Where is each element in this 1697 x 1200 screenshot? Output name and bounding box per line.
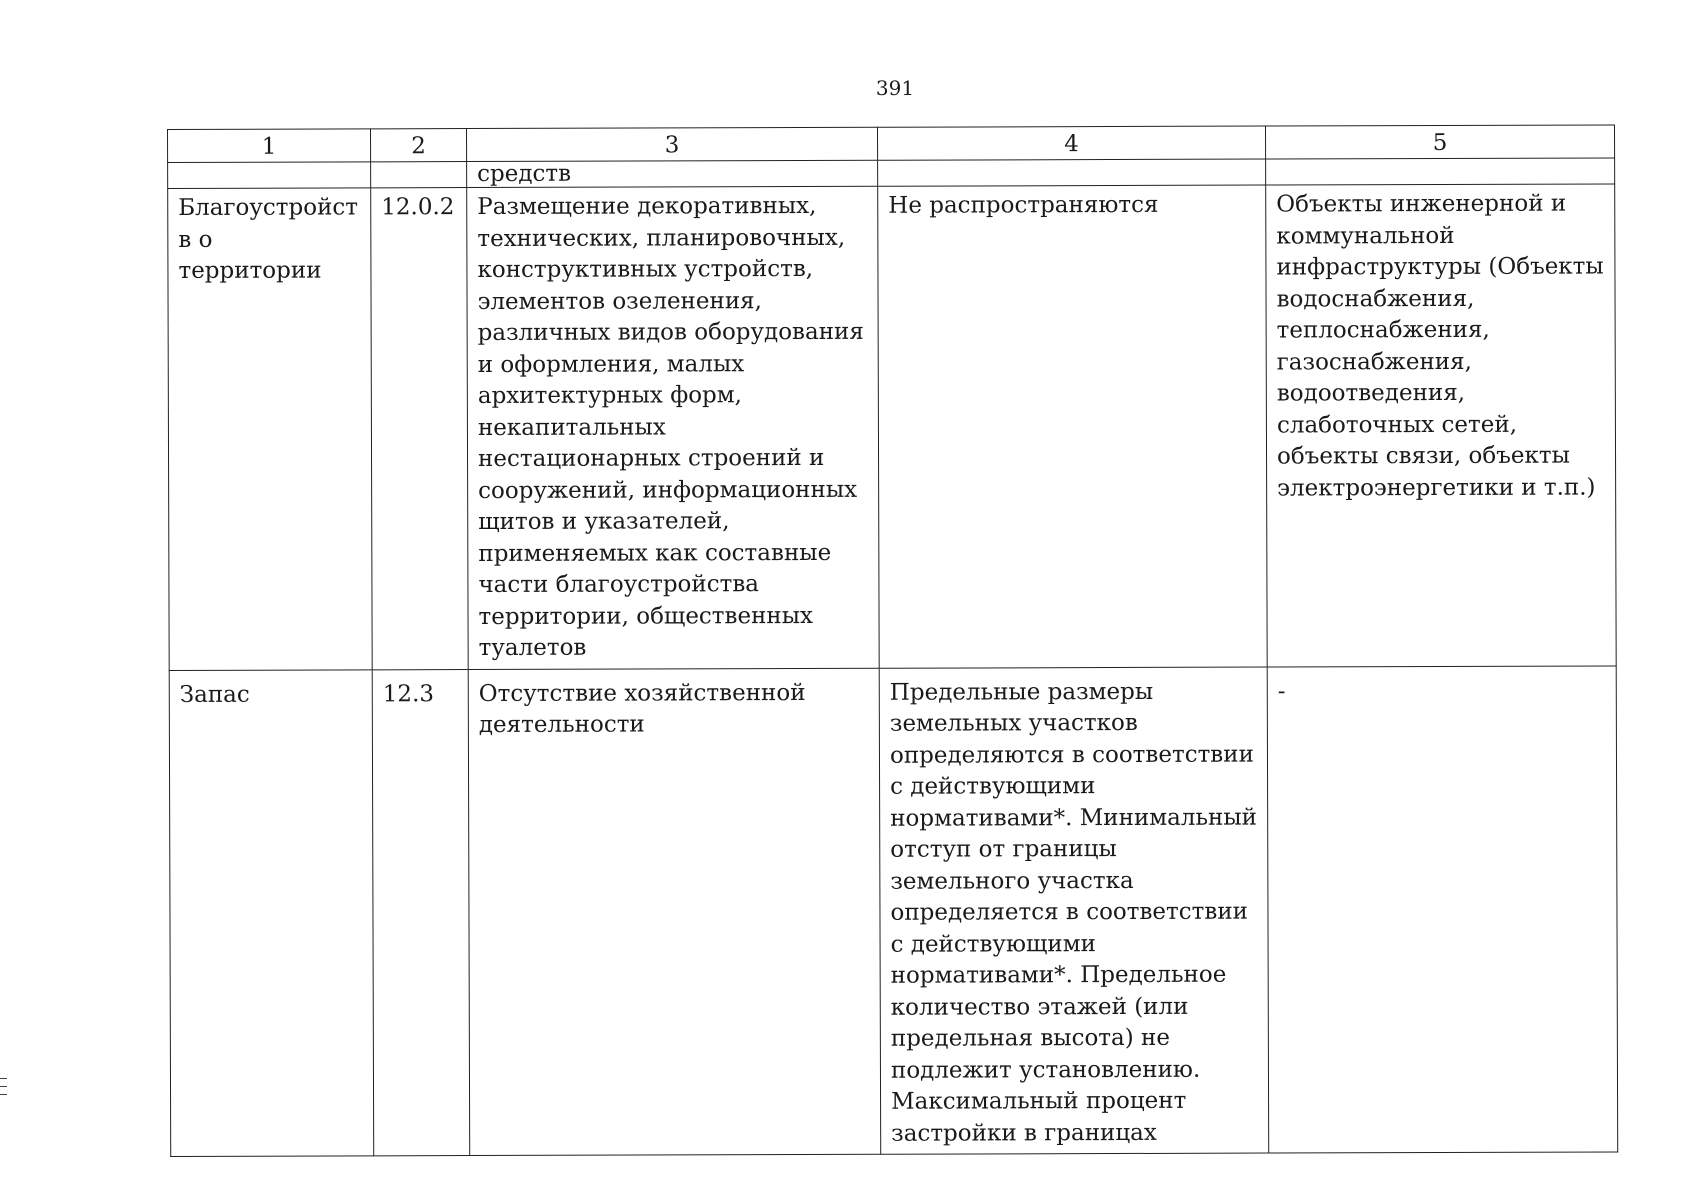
margin-mark (0, 1086, 7, 1087)
continuation-cell (371, 162, 467, 188)
use-type-description: Размещение декоративных, технических, планировочных, конструктивных устройств, элементов озеленения, различных видов оборудования и оформления, малых архитектурных форм, некапитальных нестационарных строений и сооружений, информационных щитов и указателей, применяемых как составные части благоустройства территории, общественных туалетов (467, 186, 880, 669)
page-number: 391 (875, 76, 915, 100)
continuation-cell (878, 159, 1266, 186)
column-number: 2 (371, 129, 467, 162)
permitted-objects: - (1267, 665, 1618, 1153)
column-number: 1 (168, 129, 371, 163)
column-number-row (168, 125, 1615, 163)
limit-parameters: Предельные размеры земельных участков определяются в соответствии с действующими нормативами*. Минимальный отступ от границы земельного участка определяется в соответствии с действующими нормативами*. Предельное количество этажей (или предельная высота) не подлежит установлению. Максимальный процент застройки в границах (879, 667, 1269, 1155)
limit-parameters: Не распространяются (878, 185, 1268, 668)
use-type-name: Благоустройств о территории (168, 188, 373, 670)
table-row (169, 665, 1618, 1156)
margin-mark (0, 1078, 7, 1079)
continuation-cell (168, 162, 371, 189)
zoning-table (167, 124, 1618, 1157)
table-row (168, 184, 1617, 670)
continuation-cell: средств (467, 160, 878, 187)
permitted-objects: Объекты инженерной и коммунальной инфраструктуры (Объекты водоснабжения, теплоснабжения, газоснабжения, водоотведения, слаботочных сетей, объекты связи, объекты электроэнергетики и т.п.) (1266, 184, 1617, 667)
column-number: 5 (1265, 125, 1614, 159)
use-type-name: Запас (169, 669, 374, 1156)
column-number: 3 (467, 127, 878, 161)
column-number: 4 (877, 126, 1265, 160)
use-type-code: 12.3 (372, 669, 470, 1156)
use-type-description: Отсутствие хозяйственной деятельности (468, 668, 881, 1156)
margin-mark (0, 1094, 7, 1095)
use-type-code: 12.0.2 (371, 188, 469, 670)
continuation-cell (1266, 158, 1615, 185)
